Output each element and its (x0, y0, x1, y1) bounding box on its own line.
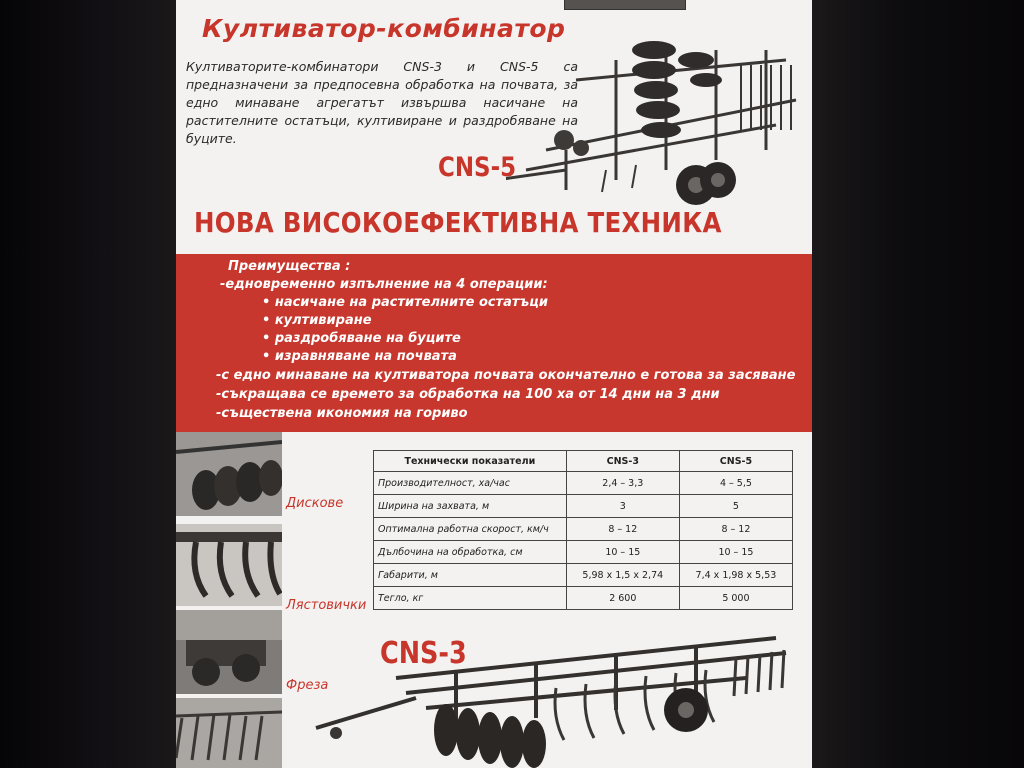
advantage-line: -съществена икономия на гориво (216, 406, 468, 421)
table-cell: 3 (566, 495, 679, 518)
model-label-cns5: CNS-5 (438, 152, 517, 183)
table-cell: Габарити, м (374, 564, 567, 587)
page-title: Култиватор-комбинатор (202, 14, 566, 43)
advantages-intro-line: -едновременно изпълнение на 4 операции: (220, 277, 548, 292)
advantages-heading: Преимущества : (228, 259, 351, 274)
table-cell: 5,98 х 1,5 х 2,74 (566, 564, 679, 587)
discs-label: Дискове (286, 496, 344, 511)
discs-photo (176, 432, 282, 516)
table-cell: 8 – 12 (679, 518, 792, 541)
advantage-operation: • раздробяване на буците (262, 331, 461, 346)
table-row (374, 564, 793, 587)
model-label-cns3: CNS-3 (380, 636, 467, 671)
brochure-page (176, 0, 812, 768)
table-cell: 2 600 (566, 587, 679, 610)
table-cell: 10 – 15 (566, 541, 679, 564)
tines-photo (176, 698, 282, 768)
table-cell: Дълбочина на обработка, см (374, 541, 567, 564)
sweeps-photo (176, 524, 282, 606)
advantages-band (176, 254, 812, 432)
table-row (374, 587, 793, 610)
table-cell: 4 – 5,5 (679, 472, 792, 495)
table-cell: Производителност, ха/час (374, 472, 567, 495)
sweeps-label: Лястовички (286, 598, 367, 613)
column-header: Технически показатели (374, 451, 567, 472)
table-cell: Оптимална работна скорост, км/ч (374, 518, 567, 541)
advantage-line: -съкращава се времето за обработка на 100 ха от 14 дни на 3 дни (216, 387, 720, 402)
technical-specs-table (373, 450, 793, 610)
table-cell: 7,4 х 1,98 х 5,53 (679, 564, 792, 587)
advantage-operation: • изравняване на почвата (262, 349, 457, 364)
table-row (374, 541, 793, 564)
advantage-operation: • насичане на растителните остатъци (262, 295, 548, 310)
advantage-operation: • култивиране (262, 313, 372, 328)
table-header-row (374, 451, 793, 472)
table-cell: 5 (679, 495, 792, 518)
table-row (374, 472, 793, 495)
background-left (0, 0, 176, 768)
intro-paragraph: Култиваторите-комбинатори CNS-3 и CNS-5 са предназначени за предпосевна обработка на почвата, за едно минаване агрегатът извършва насичане на растителните остатъци, култивиране и раздробяване на буците. (186, 59, 578, 146)
table-cell: 2,4 – 3,3 (566, 472, 679, 495)
table-cell: 10 – 15 (679, 541, 792, 564)
table-cell: 5 000 (679, 587, 792, 610)
advantage-line: -с едно минаване на култиватора почвата окончателно е готова за засяване (216, 368, 796, 383)
table-cell: 8 – 12 (566, 518, 679, 541)
cns5-machine-image (506, 20, 812, 215)
cns3-machine-image (306, 618, 812, 768)
headline: НОВА ВИСОКОЕФЕКТИВНА ТЕХНИКА (194, 206, 722, 239)
table-row (374, 495, 793, 518)
rotary-photo (176, 610, 282, 694)
table-row (374, 518, 793, 541)
table-cell: Ширина на захвата, м (374, 495, 567, 518)
column-header: CNS-5 (679, 451, 792, 472)
table-cell: Тегло, кг (374, 587, 567, 610)
top-photo-strip (564, 0, 686, 10)
rotary-label: Фреза (286, 678, 329, 693)
background-right (812, 0, 1024, 768)
column-header: CNS-3 (566, 451, 679, 472)
